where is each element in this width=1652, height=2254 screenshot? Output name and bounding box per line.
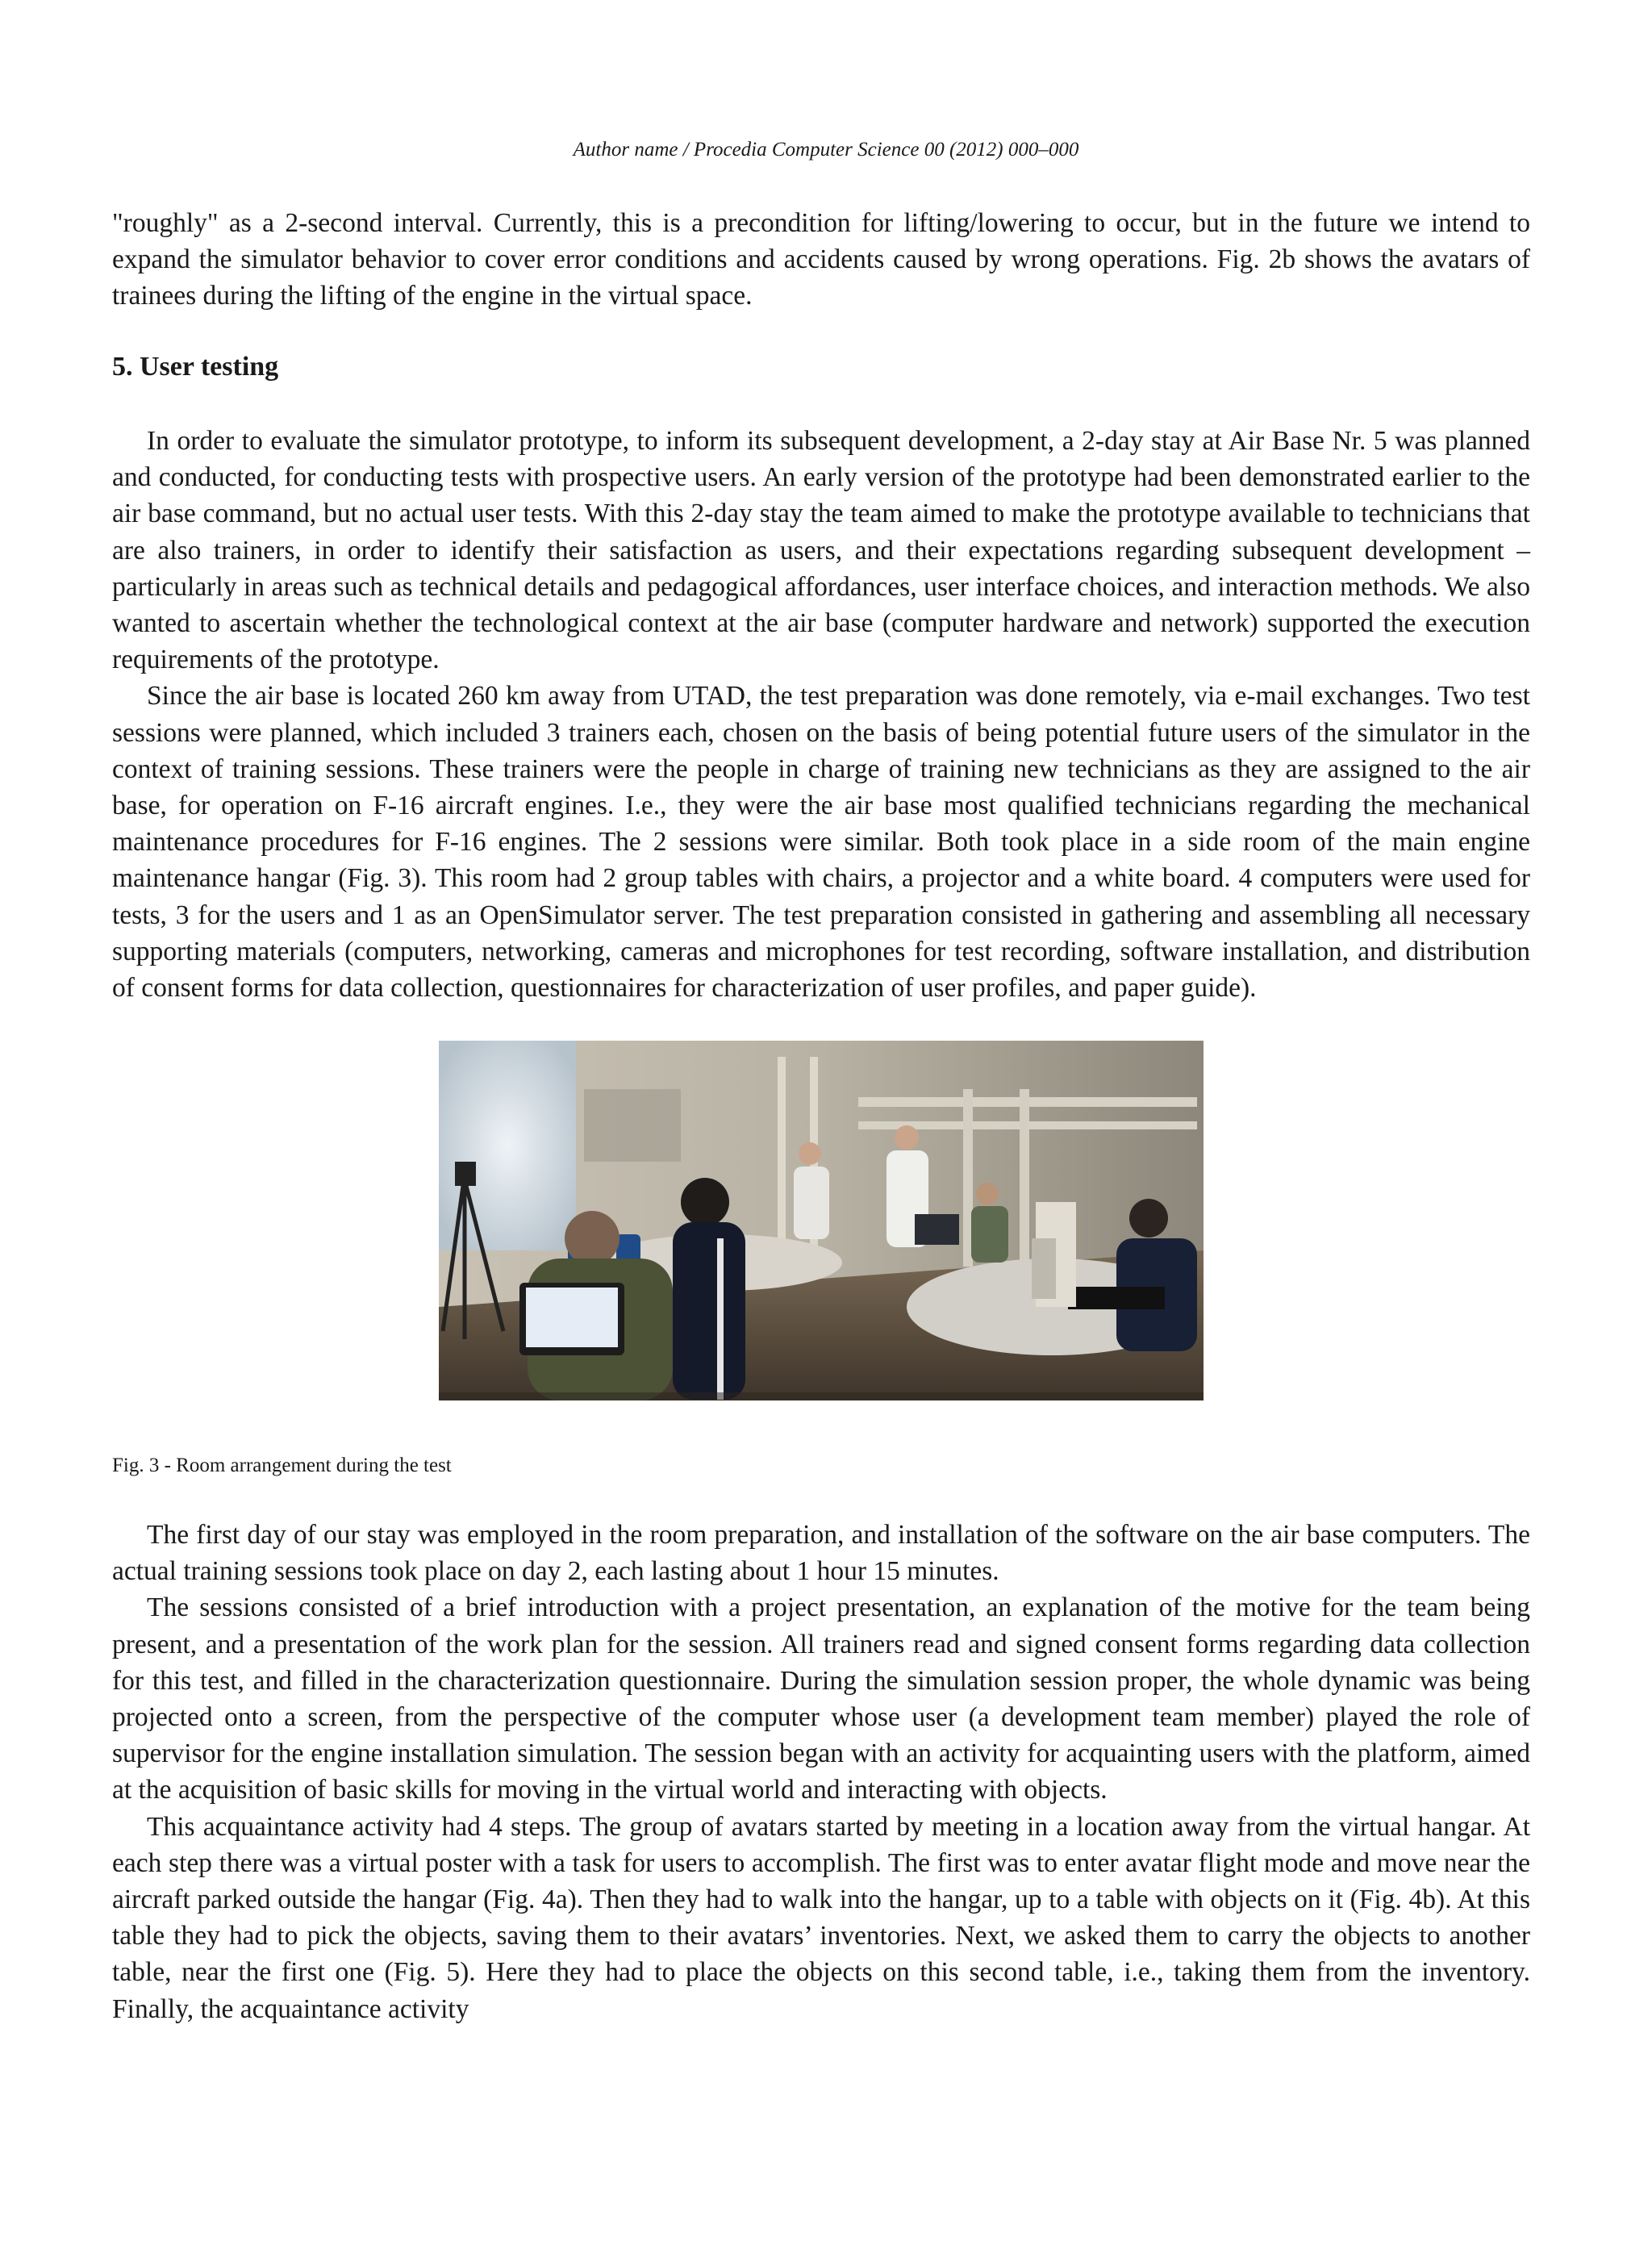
section-heading: 5. User testing [112, 352, 279, 382]
running-header: Author name / Procedia Computer Science 00 (2012) 000–000 [573, 139, 1079, 161]
text-block-top [112, 205, 1530, 315]
paragraph-first-day: The first day of our stay was employed in the room preparation, and installation of the software on the air base computers. The actual training sessions took place on day 2, each lasting about 1 hour 15 minutes. [112, 1520, 1530, 1587]
figure-photo-room [439, 1041, 1204, 1400]
paragraph-evaluation: In order to evaluate the simulator prototype, to inform its subsequent development, a 2-day stay at Air Base Nr. 5 was planned and conducted, for conducting tests with prospective users. An early version of the prototype had been demonstrated earlier to the air base command, but no actual user tests. With this 2-day stay the team aimed to make the prototype available to technicians that are also trainers, in order to identify their satisfaction as users, and their expectations regarding subsequent development – particularly in areas such as technical details and pedagogical affordances, user interface choices, and interaction methods. We also wanted to ascertain whether the technological context at the air base (computer hardware and network) supported the execution requirements of the prototype. [112, 426, 1530, 675]
figure-caption: Fig. 3 - Room arrangement during the test [112, 1455, 452, 1476]
paragraph-sessions: The sessions consisted of a brief introduction with a project presentation, an explanation of the motive for the team being present, and a presentation of the work plan for the session. All trainers read and signed consent forms regarding data collection for this test, and filled in the characterization questionnaire. During the simulation session proper, the whole dynamic was being projected onto a screen, from the perspective of the computer whose user (a development team member) played the role of supervisor for the engine installation simulation. The session began with an activity for acquainting users with the platform, aimed at the acquisition of basic skills for moving in the virtual world and interacting with objects. [112, 1592, 1530, 1805]
text-block-bottom [112, 1517, 1530, 2027]
paragraph-acquaintance: This acquaintance activity had 4 steps. The group of avatars started by meeting in a location away from the virtual hangar. At each step there was a virtual poster with a task for users to accomplish. The first was to enter avatar flight mode and move near the aircraft parked outside the hangar (Fig. 4a). Then they had to walk into the hangar, up to a table with objects on it (Fig. 4b). At this table they had to pick the objects, saving them to their avatars’ inventories. Next, we asked them to carry the objects to another table, near the first one (Fig. 5). Here they had to place the objects on this second table, i.e., taking them from the inventory. Finally, the acquaintance activity [112, 1811, 1530, 2024]
paragraph-continuation: "roughly" as a 2-second interval. Currently, this is a precondition for lifting/lowering to occur, but in the future we intend to expand the simulator behavior to cover error conditions and accidents caused by wrong operations. Fig. 2b shows the avatars of trainees during the lifting of the engine in the virtual space. [112, 208, 1530, 311]
room-photo-illustration [439, 1041, 1204, 1400]
text-block-section [112, 423, 1530, 1006]
paragraph-test-preparation: Since the air base is located 260 km away from UTAD, the test preparation was done remotely, via e-mail exchanges. Two test sessions were planned, which included 3 trainers each, chosen on the basis of being potential future users of the simulator in the context of training sessions. These trainers were the people in charge of training new technicians as they are assigned to the air base, for operation on F-16 aircraft engines. I.e., they were the air base most qualified technicians regarding the mechanical maintenance procedures for F-16 engines. The 2 sessions were similar. Both took place in a side room of the main engine maintenance hangar (Fig. 3). This room had 2 group tables with chairs, a projector and a white board. 4 computers were used for tests, 3 for the users and 1 as an OpenSimulator server. The test preparation consisted in gathering and assembling all necessary supporting materials (computers, networking, cameras and microphones for test recording, software installation, and distribution of consent forms for data collection, questionnaires for characterization of user profiles, and paper guide). [112, 681, 1530, 1004]
